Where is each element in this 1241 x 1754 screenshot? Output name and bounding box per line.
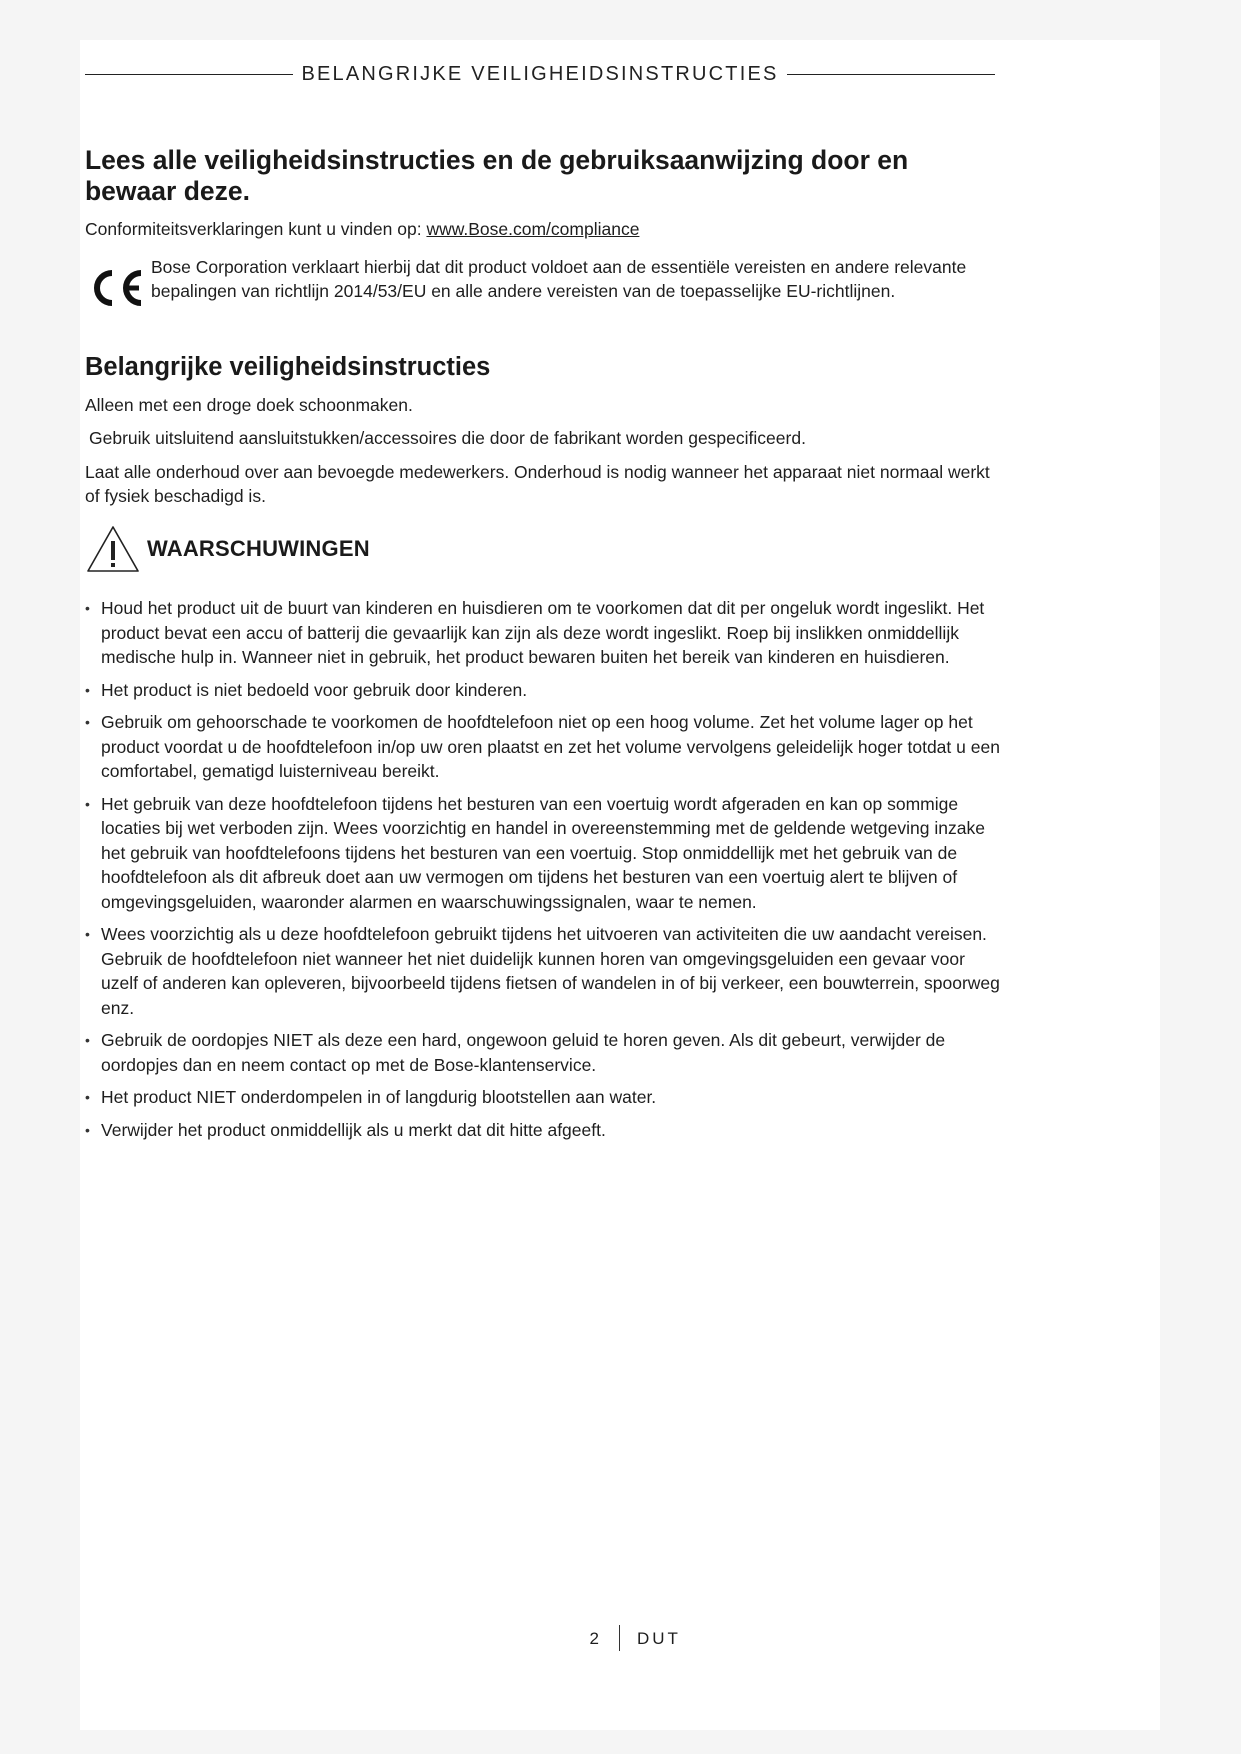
page-header [85, 62, 995, 86]
warning-item: • Gebruik de oordopjes NIET als deze een hard, ongewoon geluid te horen geven. Als dit gebeurt, verwijder de oordopjes dan en neem contact op met de Bose-klantenservice. [85, 1028, 1000, 1077]
header-rule-left [85, 74, 293, 75]
warnings-title: WAARSCHUWINGEN [147, 536, 370, 561]
warnings-list [85, 596, 1000, 1142]
safety-heading: Belangrijke veiligheidsinstructies [85, 353, 491, 381]
compliance-line [85, 217, 1000, 241]
page-footer [0, 1625, 1241, 1655]
page-content [85, 145, 1000, 1150]
warning-item: • Houd het product uit de buurt van kinderen en huisdieren om te voorkomen dat dit per ongeluk wordt ingeslikt. Het product bevat een accu of batterij die gevaarlijk kan zijn als deze wordt ingeslikt. Roep bij inslikken onmiddellijk medische hulp in. Wanneer niet in gebruik, het product bewaren buiten het bereik van kinderen en huisdieren. [85, 596, 1000, 670]
ce-text: Bose Corporation verklaart hierbij dat dit product voldoet aan de essentiële vereisten en andere relevante bepalingen van richtlijn 2014/53/EU en alle andere vereisten van de toepasselijke EU-richtlijnen. [151, 257, 967, 301]
warning-item: • Verwijder het product onmiddellijk als u merkt dat dit hitte afgeeft. [85, 1118, 1000, 1143]
header-title: BELANGRIJKE VEILIGHEIDSINSTRUCTIES [301, 62, 779, 85]
warnings-header [85, 524, 1000, 574]
warning-item: • Het product NIET onderdompelen in of langdurig blootstellen aan water. [85, 1085, 1000, 1110]
ce-declaration [85, 255, 1000, 311]
compliance-text: Conformiteitsverklaringen kunt u vinden op: [85, 219, 427, 239]
warning-item: • Het gebruik van deze hoofdtelefoon tijdens het besturen van een voertuig wordt afgeraden en kan op sommige locaties bij wet verboden zijn. Wees voorzichtig en handel in overeenstemming met de geldende wetgeving inzake het gebruik van hoofdtelefoons tijdens het besturen van een voertuig. Stop onmiddellijk met het gebruik van de hoofdtelefoon als dit afbreuk doet aan uw vermogen om tijdens het besturen van een voertuig alert te blijven of omgevingsgeluiden, waaronder alarmen en waarschuwingssignalen, waar te nemen. [85, 792, 1000, 915]
safety-paragraph-service: Laat alle onderhoud over aan bevoegde medewerkers. Onderhoud is nodig wanneer het apparaat niet normaal werkt of fysiek beschadigd is. [85, 462, 990, 506]
warning-item: • Wees voorzichtig als u deze hoofdtelefoon gebruikt tijdens het uitvoeren van activiteiten die uw aandacht vereisen. Gebruik de hoofdtelefoon niet wanneer het niet duidelijk kunnen horen van omgevingsgeluiden een gevaar voor uzelf of anderen kan opleveren, bijvoorbeeld tijdens fietsen of wandelen in of bij verkeer, een bouwterrein, spoorweg enz. [85, 922, 1000, 1020]
warning-triangle-icon [85, 524, 141, 574]
safety-paragraph-clean: Alleen met een droge doek schoonmaken. [85, 395, 413, 415]
safety-paragraph-accessories: Gebruik uitsluitend aansluitstukken/accessoires die door de fabrikant worden gespecificeerd. [89, 428, 806, 448]
compliance-link[interactable]: www.Bose.com/compliance [426, 219, 640, 239]
ce-mark-icon [85, 265, 147, 311]
warning-item: • Gebruik om gehoorschade te voorkomen de hoofdtelefoon niet op een hoog volume. Zet het volume lager op het product voordat u de hoofdtelefoon in/op uw oren plaatst en zet het volume vervolgens geleidelijk hoger totdat u een comfortabel, gematigd luisterniveau bereikt. [85, 710, 1000, 784]
footer-divider [619, 1625, 620, 1651]
intro-heading: Lees alle veiligheidsinstructies en de gebruiksaanwijzing door en bewaar deze. [85, 145, 909, 206]
warning-item: • Het product is niet bedoeld voor gebruik door kinderen. [85, 678, 1000, 703]
page-number: 2 [589, 1629, 600, 1648]
language-code: DUT [637, 1629, 681, 1648]
header-rule-right [787, 74, 995, 75]
